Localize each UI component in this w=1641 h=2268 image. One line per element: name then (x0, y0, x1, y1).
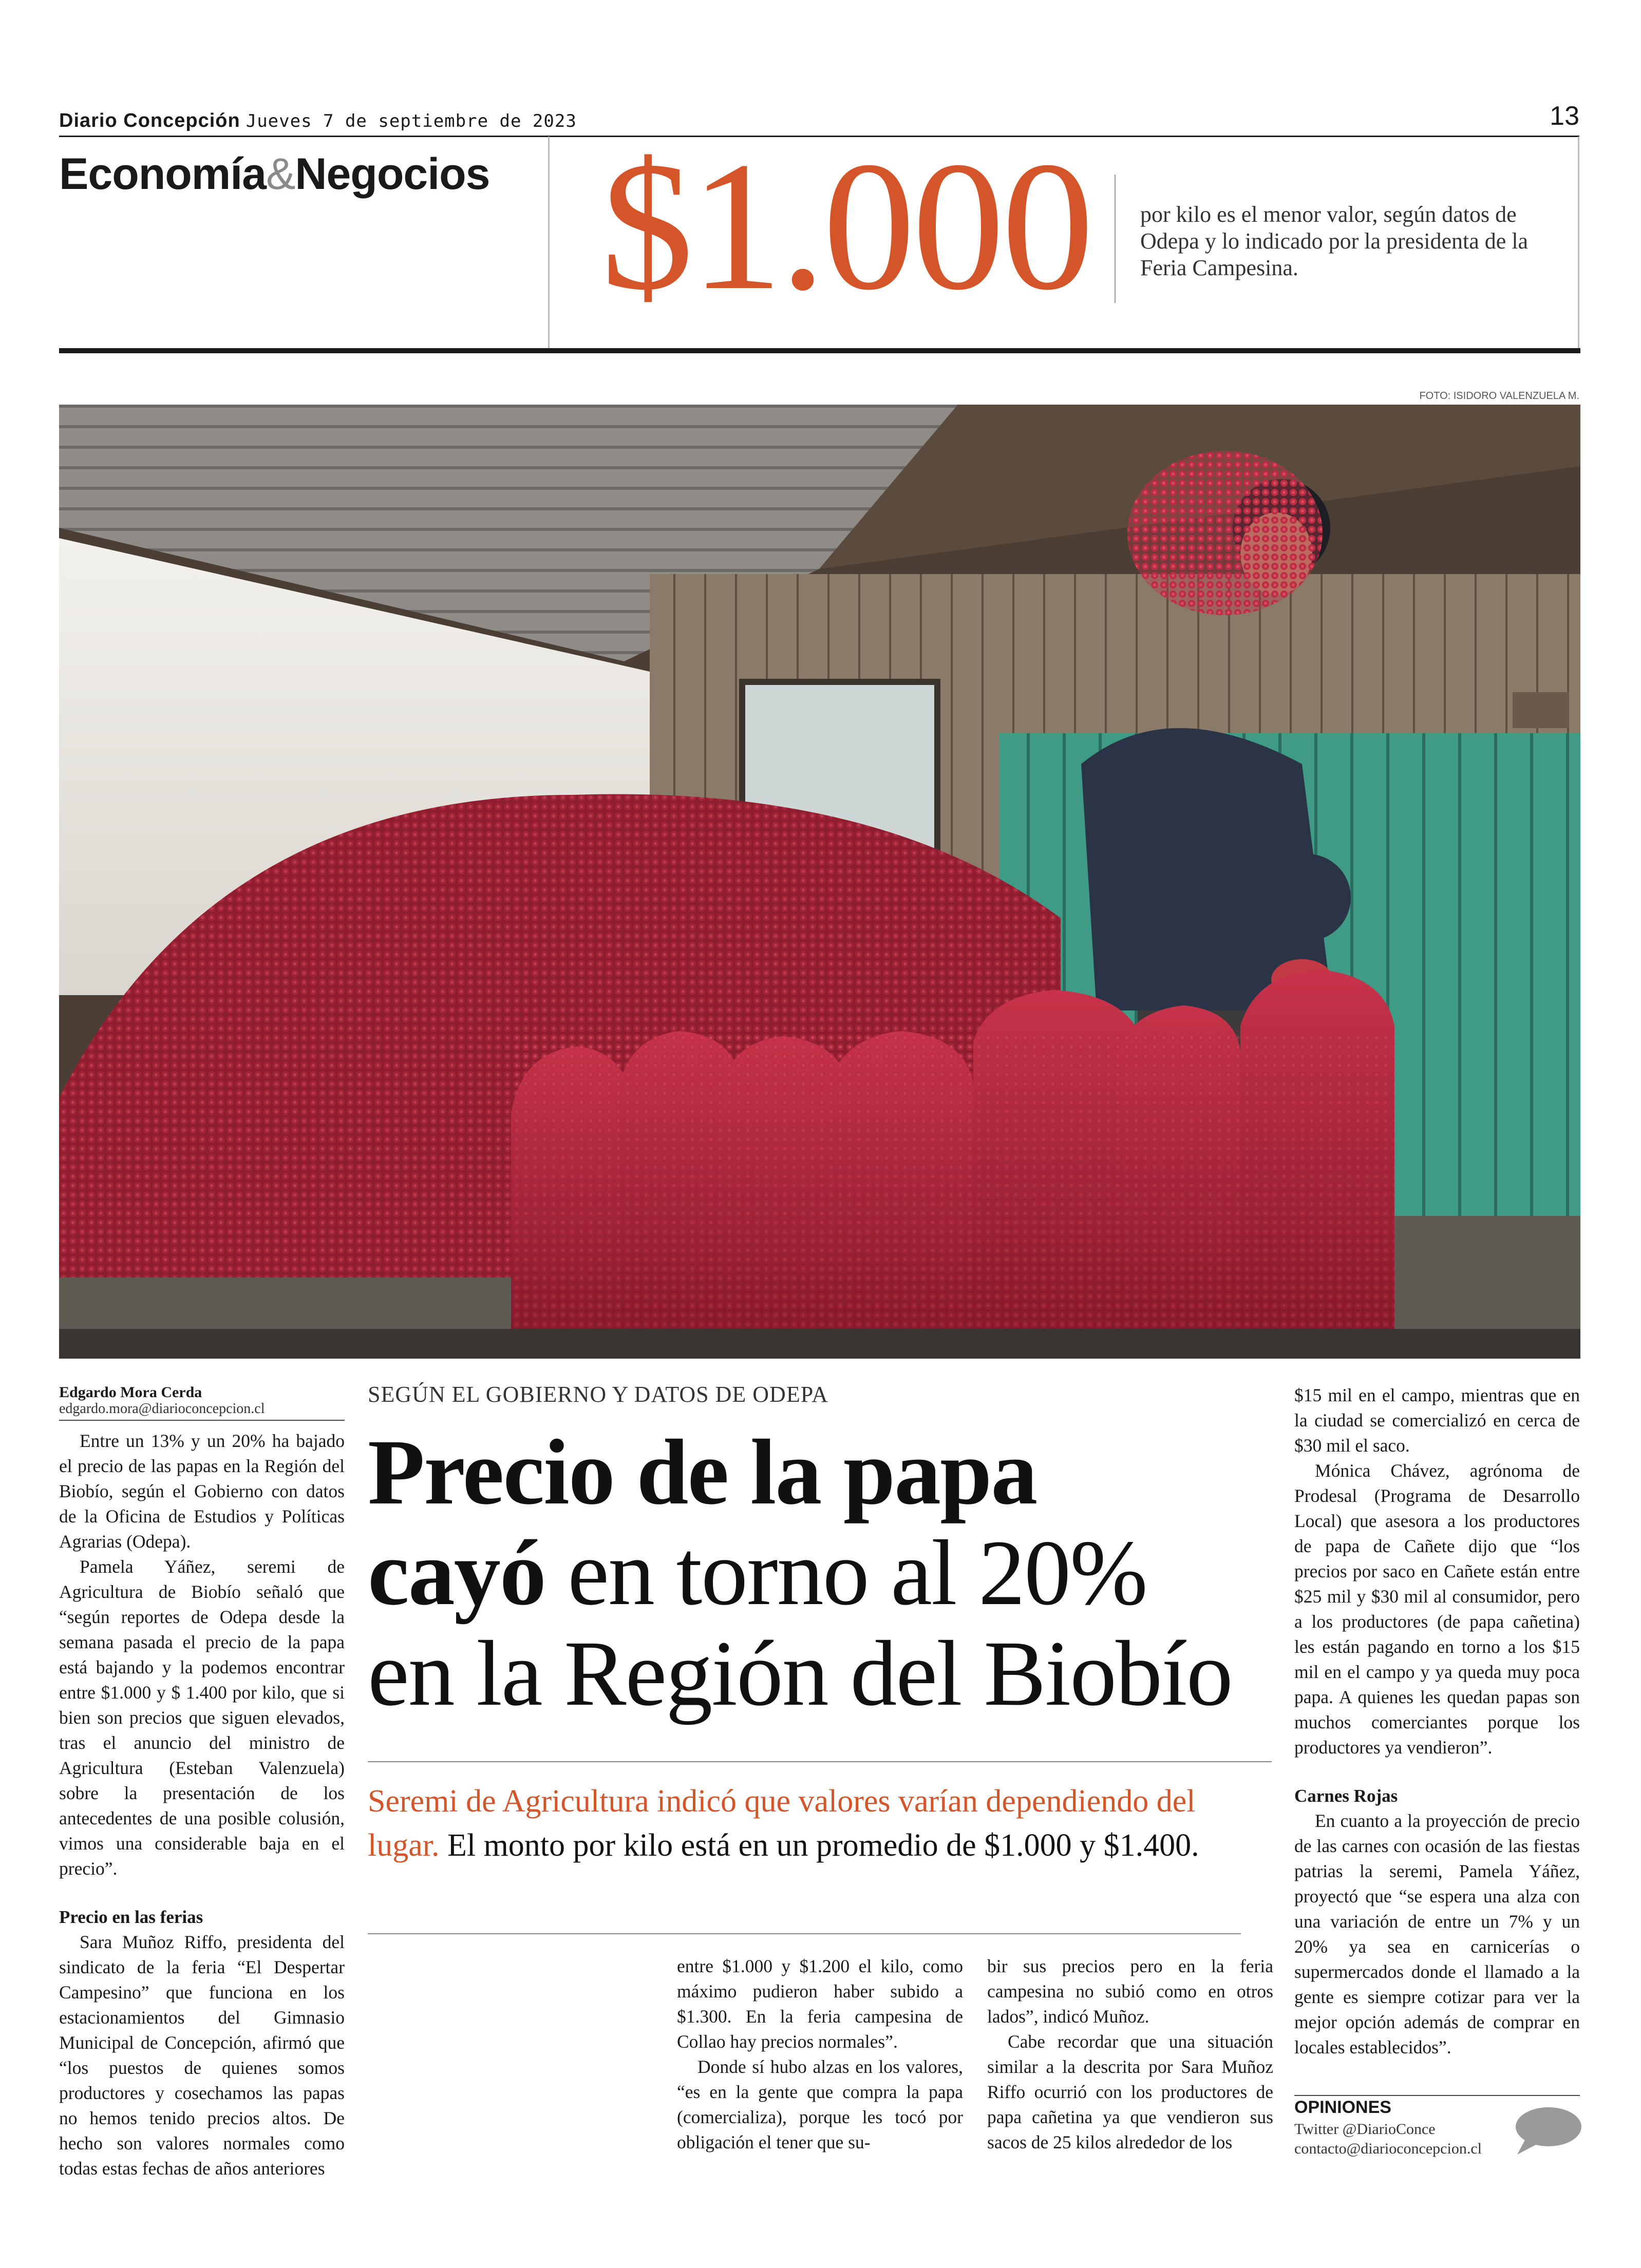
opiniones-twitter[interactable]: Twitter @DiarioConce (1294, 2121, 1436, 2138)
article-kicker: SEGÚN EL GOBIERNO Y DATOS DE ODEPA (368, 1382, 828, 1407)
subheading-ferias: Precio en las ferias (59, 1907, 203, 1927)
section-title-left: Economía (59, 149, 266, 199)
headline-bold-1: Precio de la papa (368, 1421, 1037, 1524)
byline-email[interactable]: edgardo.mora@diarioconcepcion.cl (59, 1401, 265, 1417)
paragraph: Pamela Yáñez, seremi de Agricultura de Biobío señaló que “según reportes de Odepa desde la semana pasada el precio de la papa está bajando y la podemos encontrar entre $1.000 y $ 1.400 por kilo, que si bien son precios que siguen elevados, tras el anuncio del ministro de Agricultura (Esteban Valenzuela) sobre la presentación de los antecedentes de una posible colusión, vimos una considerable baja en el precio”. (59, 1556, 345, 1879)
section-title (59, 149, 489, 200)
subhead-rest: El monto por kilo está en un promedio de $1.000 y $1.400. (439, 1828, 1199, 1863)
opiniones-email[interactable]: contacto@diarioconcepcion.cl (1294, 2140, 1482, 2157)
article-headline (368, 1422, 1292, 1724)
highlight-price: $1.000 (601, 123, 1091, 328)
headline-line-3: en la Región del Biobío (368, 1622, 1232, 1725)
headline-rest-2: en torno al 20% (545, 1521, 1147, 1625)
paragraph: bir sus precios pero en la feria campesina no subió como en otros lados”, indicó Muñoz. (987, 1956, 1273, 2027)
subheading-carnes: Carnes Rojas (1294, 1786, 1398, 1806)
paragraph: entre $1.000 y $1.200 el kilo, como máximo pudieron haber subido a $1.300. En la feria campesina de Collao hay precios normales”. (677, 1956, 963, 2052)
speech-bubble-icon (1510, 2105, 1582, 2159)
potato-sacks-illustration (59, 405, 1580, 1359)
article-column-3 (987, 1954, 1273, 2155)
highlight-divider (1115, 175, 1116, 303)
section-title-amp: & (266, 149, 295, 199)
issue-date: Jueves 7 de septiembre de 2023 (246, 111, 577, 131)
paragraph: Mónica Chávez, agrónoma de Prodesal (Programa de Desarrollo Local) que asesora a los productores de papa de Cañete dijo que “los precios por saco en Cañete están entre $25 mil y $30 mil al consumidor, pero a los productores (de papa cañetina) les están pagando en torno a los $15 mil en el campo y ya queda muy poca papa. A quienes les quedan papas son muchos comerciantes porque los productores ya vendieron”. (1294, 1460, 1580, 1758)
header-divider (548, 137, 550, 351)
article-column-4 (1294, 1383, 1580, 2060)
opiniones-rule (1294, 2095, 1580, 2096)
article-column-2 (677, 1954, 963, 2155)
photo-credit: FOTO: ISIDORO VALENZUELA M. (1419, 390, 1579, 402)
header-bottom-rule (59, 348, 1580, 353)
paragraph: Cabe recordar que una situación similar a la descrita por Sara Muñoz Riffo ocurrió con los productores de papa cañetina ya que vendieron sus sacos de 25 kilos alrededor de los (987, 2031, 1273, 2152)
paragraph: Sara Muñoz Riffo, presidenta del sindicato de la feria “El Despertar Campesino” que funciona en los estacionamientos del Gimnasio Municipal de Concepción, afirmó que “los puestos de quienes somos productores y cosechamos las papas no hemos tenido precios altos. De hecho son valores normales como todas estas fechas de años anteriores (59, 1932, 345, 2179)
masthead (59, 108, 577, 132)
page-number: 13 (1550, 101, 1579, 131)
paragraph: Entre un 13% y un 20% ha bajado el precio de las papas en la Región del Biobío, según el Gobierno con datos de la Oficina de Estudios y Políticas Agrarias (Odepa). (59, 1431, 345, 1552)
lead-photo (59, 405, 1580, 1359)
paragraph: $15 mil en el campo, mientras que en la ciudad se comercializó en cerca de $30 mil el saco. (1294, 1385, 1580, 1456)
subhead-rule (368, 1933, 1241, 1934)
paragraph: Donde sí hubo alzas en los valores, “es en la gente que compra la papa (comercializa), porque les tocó por obligación el tener que su- (677, 2056, 963, 2152)
header-right-border (1578, 137, 1579, 351)
byline-author: Edgardo Mora Cerda (59, 1384, 202, 1401)
paragraph: En cuanto a la proyección de precio de las carnes con ocasión de las fiestas patrias la seremi, Pamela Yáñez, proyectó que “se espera una alza con una variación de entre un 7% y un 20% ya sea en carnicerías o supermercados donde el llamado a la gente es siempre cotizar para ver la mejor opción además de comprar en locales establecidos”. (1294, 1810, 1580, 2057)
section-title-right: Negocios (295, 149, 490, 199)
article-subhead (368, 1779, 1272, 1867)
article-column-1 (59, 1428, 345, 2181)
subhead-highlight: Seremi de Agricultura indicó que valores varían dependiendo del lugar. (368, 1784, 1196, 1863)
highlight-note: por kilo es el menor valor, según datos de Odepa y lo indicado por la presidenta de la Feria Campesina. (1140, 202, 1529, 280)
headline-bold-2: cayó (368, 1521, 545, 1625)
newspaper-name: Diario Concepción (59, 110, 240, 131)
byline-rule (59, 1420, 345, 1421)
headline-rule (368, 1761, 1272, 1762)
opiniones-title: OPINIONES (1294, 2098, 1391, 2117)
